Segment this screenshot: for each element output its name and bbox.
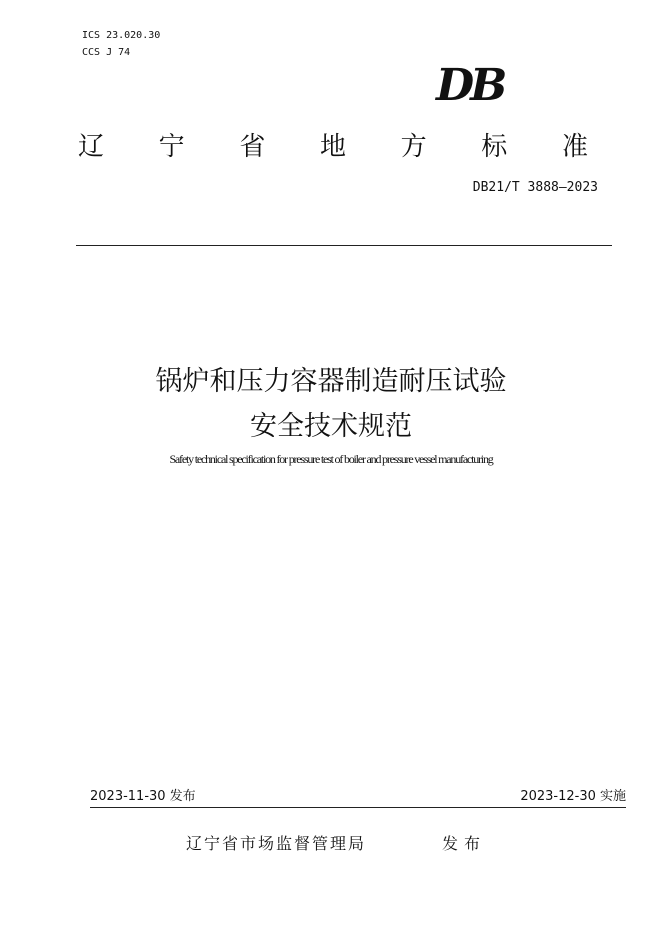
ics-code: ICS 23.020.30	[82, 30, 161, 41]
standard-category-title	[78, 126, 588, 163]
standard-title-char: 准	[561, 132, 588, 162]
standard-title-char: 方	[400, 132, 427, 162]
standard-title-char: 标	[481, 132, 508, 162]
publish-date: 2023-11-30 发布	[90, 789, 196, 804]
issuing-authority: 辽宁省市场监督管理局	[186, 834, 367, 853]
standard-title-char: 宁	[158, 132, 185, 162]
db-logo: DB	[436, 60, 504, 111]
standard-number: DB21/T 3888—2023	[472, 180, 598, 195]
standard-title-char: 辽	[78, 132, 105, 162]
issue-label: 发布	[442, 834, 487, 853]
document-title-line2: 安全技术规范	[250, 411, 412, 442]
implement-date: 2023-12-30 实施	[520, 789, 626, 804]
standard-title-char: 地	[319, 132, 346, 162]
ccs-code: CCS J 74	[82, 47, 131, 58]
standard-title-char: 省	[239, 132, 266, 162]
document-title-line1: 锅炉和压力容器制造耐压试验	[155, 366, 507, 397]
top-divider	[76, 245, 612, 246]
english-title: Safety technical specification for pressure test of boiler and pressure vessel manufacturing	[169, 452, 493, 466]
bottom-divider	[90, 807, 626, 808]
